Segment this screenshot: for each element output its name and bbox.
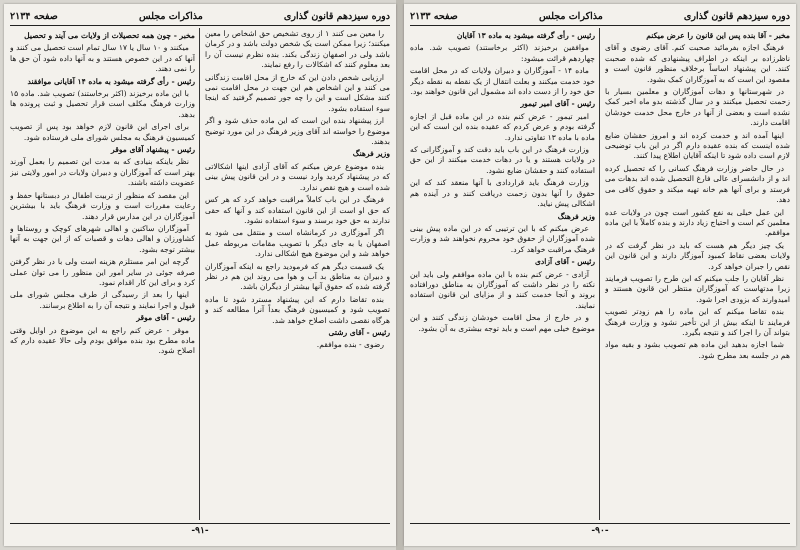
speaker-line: رئیس - پیشنهاد آقای موقر	[111, 145, 195, 155]
left-page	[4, 4, 396, 546]
speaker-line: مخبر - چون همه تحصیلات از ولایات می آیند و تحصیل	[24, 31, 195, 40]
paragraph: ماده ۱۴ - آموزگاران و دبیران ولایات که در محل اقامت خود خدمت میکنند و بعلت انتقال از یک نقطه به نقطه دیگر حق خود را از دست داده اند مشمول این قانون خواهند بود.	[410, 66, 595, 97]
paragraph: آزادی - عرض کنم بنده با این ماده موافقم ولی باید این نکته را در نظر داشت که آموزگاران به مناطق دورافتاده بروند و آنجا خدمت کنند و از مزایای این قانون استفاده نمایند.	[410, 269, 595, 310]
paragraph: را معین می کنند ۱ از روی تشخیص حق اشخاص را معین میکنند؛ زیرا ممکن است یک شخص دولت باشد و در کرمان باشد ولی در اصفهان زندگی بکند. بنده نظرم نیست آن را بعد معلوم کنند که اشکالات را رفع نمایند.	[205, 29, 390, 70]
column-divider	[599, 28, 600, 520]
session-label: دوره سیزدهم قانون گذاری	[283, 10, 390, 22]
paragraph: ارز پیشنهاد بنده این است که این ماده حذف شود و اگر موضوع را خواسته اند آقای وزیر فرهنگ در این مورد توضیح بدهند.	[205, 116, 390, 147]
paragraph: فرهنگ اجازه بفرمائید صحبت کنم. آقای رضوی و آقای ناظرزاده بر اینکه در اطراف پیشنهادی که شده صحبت کنند. این پیشنهاد اساساً برخلاف منظور قانون است و مقصود این است که به آموزگاران کمک بشود.	[605, 43, 790, 84]
text-column-right	[605, 29, 790, 520]
paragraph: اینها آمده اند و خدمت کرده اند و امروز حقشان ضایع شده اینست که بنده عقیده دارم اگر در این باب توضیحی لازم است داده شود تا اینکه آقایان اطلاع پیدا کنند.	[605, 130, 790, 161]
page-label: صفحه ۲۱۳۴	[10, 10, 58, 22]
paragraph: رضوی - بنده موافقم.	[316, 340, 384, 350]
paragraph: بنده تقاضا دارم که این پیشنهاد مسترد شود تا ماده تصویب شود و کمیسیون فرهنگ بعداً آنرا مطالعه کند و هرگاه نقصی داشت اصلاح خواهد شد.	[205, 294, 390, 325]
footer-rule	[410, 523, 790, 524]
paragraph: بنده تقاضا میکنم که این ماده را هم زودتر تصویب فرمایند تا اینکه بیش از این تأخیر نشود و وزارت فرهنگ بتواند آن را اجرا کند و نتیجه بگیرد.	[605, 307, 790, 337]
header-rule	[410, 25, 790, 26]
paragraph: شما اجازه بدهید این ماده هم تصویب بشود و بقیه مواد هم در جلسه بعد مطرح شود.	[605, 340, 790, 360]
paragraph: این عمل خیلی به نفع کشور است چون در ولایات عده معلمین کم است و احتیاج زیاد دارند و بنده کاملاً با این ماده موافقم.	[605, 207, 790, 238]
page-number: -۹۱-	[191, 526, 209, 536]
speaker-line: وزیر فرهنگ	[352, 149, 390, 159]
paragraph: فرهنگ در این باب کاملاً مراقبت خواهد کرد که هر کس که حق او است از این قانون استفاده کند و آنها که حقی ندارند به حق خود برسند و سوء استفاده نشود.	[205, 195, 390, 225]
page-number: -۹۰-	[591, 526, 609, 536]
speaker-line: رئیس - رأی گرفته میشود به ماده ۱۴ آقایانی موافقند	[27, 76, 195, 86]
paragraph: و در خارج از محل اقامت خودشان زندگی کنند و این موضوع خیلی مهم است و باید توجه بیشتری به آن بشود.	[410, 313, 595, 333]
paragraph: میکنند و ۱۰ سال یا ۱۷ سال تمام است تحصیل می کنند و آنها که در این خصوص هستند و به آنها داده شود آن حق ها را نمی دهند.	[10, 43, 195, 74]
speaker-line: وزیر فرهنگ	[557, 211, 595, 221]
left-page-header	[10, 8, 390, 24]
paragraph: ارزیابی شخص دادن این که خارج از محل اقامت زندگانی می کنند و این اشخاص هم این جهت در محل اقامت نمی کنند مشکل است و این را چه جور تصمیم گرفتید که اینجا سوء استفاده بشود.	[205, 72, 390, 113]
right-page-header	[410, 8, 790, 24]
paragraph: موافقین برخیزند (اکثر برخاستند) تصویب شد. ماده چهاردهم قرائت میشود:	[410, 43, 595, 63]
text-column-left	[10, 29, 195, 520]
paragraph: آموزگاران ساکنین و اهالی شهرهای کوچک و روستاها و کشاورزان و اهالی دهات و قصبات که از این جهت به آنها بیشتر توجه بشود.	[10, 223, 195, 254]
text-column-left	[410, 29, 595, 520]
paragraph: نظر باینکه بنیادی که به مدت این تصمیم را بعمل آورند بهتر است که آموزگاران و دبیران ولایات در امور ولایتی نیز عضویت داشته باشند.	[10, 157, 195, 188]
paragraph: بنده موضوع عرض میکنم که آقای آزادی اینها اشکالاتی که در پیشنهاد کردید وارد نیست و در این قانون پیش بینی شده است و هیچ نقص ندارد.	[205, 161, 390, 192]
speaker-line: رئیس - آقای آزادی	[534, 257, 595, 267]
book-gutter	[396, 0, 404, 550]
journal-title: مذاکرات مجلس	[138, 10, 203, 22]
column-divider	[199, 28, 200, 520]
paragraph: اینها را بعد از رسیدگی از طرف مجلس شورای ملی قبول و اجرا نمایند و نتیجه آن را به اطلاع برسانند.	[10, 290, 195, 310]
text-column-right	[205, 29, 390, 520]
speaker-line: رئیس - آقای رشتی	[328, 327, 390, 337]
paragraph: یک قسمت دیگر هم که فرمودید راجع به اینکه آموزگاران و دبیران به مناطق بد آب و هوا می روند این هم در نظر گرفته شده که حقوق آنها بیشتر از دیگران باشد.	[205, 261, 390, 292]
paragraph: با این ماده برخیزند (اکثر برخاستند) تصویب شد. ماده ۱۵ وزارت فرهنگ مکلف است قرار تحصیل و ثبت پرونده ها بدهد.	[10, 89, 195, 119]
header-rule	[10, 25, 390, 26]
right-page	[404, 4, 796, 546]
speaker-line: رئیس - رأی گرفته میشود به ماده ۱۳ آقایان	[456, 31, 595, 40]
paragraph: نظر آقایان را جلب میکنم که این طرح را تصویب فرمایند زیرا مدتهاست که آموزگاران منتظر این قانون هستند و امیدوارند که بزودی اجرا شود.	[605, 273, 790, 304]
paragraph: گرچه این امر مستلزم هزینه است ولی با در نظر گرفتن صرفه جوئی در سایر امور این منظور را می توان عملی کرد و برای این کار اقدام نمود.	[10, 257, 195, 287]
speaker-line: مخبر - آقا بنده پس این قانون را عرض میکنم	[646, 31, 790, 40]
footer-rule	[10, 523, 390, 524]
paragraph: اگر آموزگاری در کرمانشاه است و منتقل می شود به اصفهان یا به جای دیگر با تصویب مقامات مربوطه عمل خواهد شد و این موضوع هیچ اشکالی ندارد.	[205, 228, 390, 259]
paragraph: عرض میکنم که با این ترتیبی که در این ماده پیش بینی شده آموزگاران از حقوق خود محروم نخواهند شد و وزارت فرهنگ مراقبت خواهد کرد.	[410, 223, 595, 254]
paragraph: یک چیز دیگر هم هست که باید در نظر گرفت که در ولایات بعضی نقاط کمبود آموزگار دارند و این قانون این نقص را جبران خواهد کرد.	[605, 240, 790, 271]
paragraph: وزارت فرهنگ باید قراردادی با آنها منعقد کند که این حقوق را آنها بدون زحمت دریافت کنند و در آینده هم اشکالی پیش نیاید.	[410, 178, 595, 209]
paragraph: برای اجرای این قانون لازم خواهد بود پس از تصویب کمیسیون فرهنگ به مجلس شورای ملی فرستاده شود.	[10, 122, 195, 142]
paragraph: در حال حاضر وزارت فرهنگ کسانی را که تحصیل کرده اند و از دانشسرای عالی فارغ التحصیل شده اند بدهات می فرستد و برای آنها هم خانه تهیه میکند و حقوق کافی می دهد.	[605, 163, 790, 205]
page-label: صفحه ۲۱۳۳	[410, 10, 458, 22]
session-label: دوره سیزدهم قانون گذاری	[683, 10, 790, 22]
paragraph: وزارت فرهنگ در این باب باید دقت کند و آموزگارانی که در ولایات هستند و یا در دهات خدمت میکنند از این حق استفاده کنند و حقشان ضایع نشود.	[410, 145, 595, 175]
speaker-line: رئیس - آقای امیر تیمور	[520, 99, 595, 109]
paragraph: در شهرستانها و دهات آموزگاران و معلمین بسیار با زحمت تحصیل میکنند و در سال گذشته بدو ماه اخیر کمک نشده است و بعضی از آنها در خارج محل خدمت خودشان اقامت دارند.	[605, 87, 790, 128]
paragraph: موقر - عرض کنم راجع به این موضوع در اوایل وقتی ماده مطرح بود بنده موافق بودم ولی حالا عقیده دارم که اصلاح شود.	[10, 325, 195, 356]
paragraph: امیر تیمور - عرض کنم بنده در این ماده قبل از اجازه گرفته بودم و عرض کردم که عقیده بنده این است که این ماده با ماده ۱۳ تفاوتی ندارد.	[410, 111, 595, 142]
speaker-line: رئیس - آقای موقر	[136, 313, 195, 323]
paragraph: این مقصد که منظور از تربیت اطفال در دبستانها حفظ و رعایت مقررات است و وزارت فرهنگ باید با بیشترین آموزگاران در این مدارس قرار دهند.	[10, 190, 195, 221]
journal-title: مذاکرات مجلس	[538, 10, 603, 22]
